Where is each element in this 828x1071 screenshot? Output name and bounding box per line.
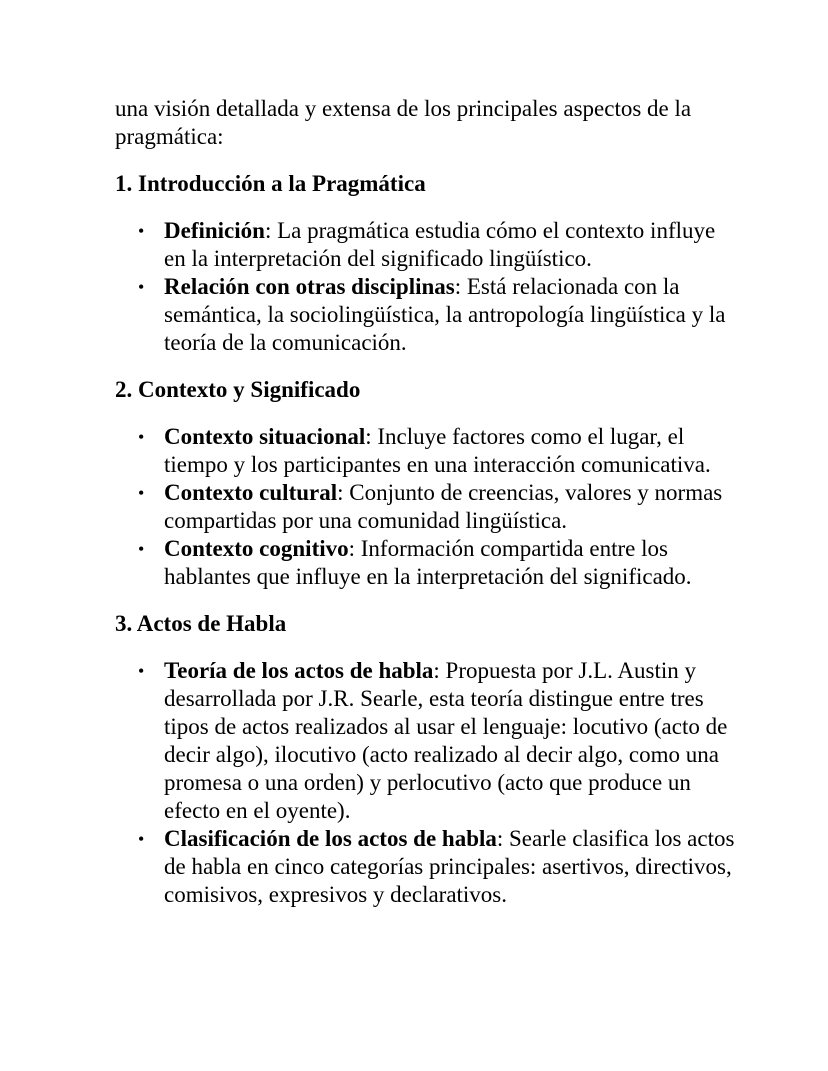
item-term: Contexto cognitivo [164, 536, 349, 561]
item-term: Contexto cultural [164, 480, 338, 505]
list-item [115, 423, 738, 479]
section-heading: 3. Actos de Habla [115, 611, 287, 636]
list-item [115, 825, 738, 909]
item-term: Teoría de los actos de habla [164, 658, 434, 683]
intro-paragraph: una visión detallada y extensa de los principales aspectos de la pragmática: [115, 96, 692, 149]
list-item [115, 535, 738, 591]
list-item [115, 273, 738, 357]
bullet-icon: • [138, 539, 145, 559]
item-text: : Incluye factores como el lugar, el tiempo y los participantes en una interacción comunicativa. [164, 424, 711, 477]
bullet-list [115, 423, 738, 591]
bullet-icon: • [138, 661, 145, 681]
item-term: Relación con otras disciplinas [164, 274, 455, 299]
section-actos-de-habla [115, 610, 738, 909]
bullet-icon: • [138, 221, 145, 241]
list-item [115, 479, 738, 535]
bullet-icon: • [138, 483, 145, 503]
bullet-icon: • [138, 829, 145, 849]
section-introduccion [115, 170, 738, 357]
list-item [115, 657, 738, 825]
item-text: : Propuesta por J.L. Austin y desarrollada por J.R. Searle, esta teoría distingue entre tres tipos de actos realizados al usar el lenguaje: locutivo (acto de decir algo), ilocutivo (acto realizado al decir algo, como una promesa o una orden) y perlocutivo (acto que produce un efecto en el oyente). [164, 658, 728, 823]
bullet-list [115, 657, 738, 909]
list-item [115, 217, 738, 273]
bullet-icon: • [138, 427, 145, 447]
item-text: : Conjunto de creencias, valores y normas compartidas por una comunidad lingüística. [164, 480, 723, 533]
item-text: : Searle clasifica los actos de habla en cinco categorías principales: asertivos, directivos, comisivos, expresivos y declarativos. [164, 826, 735, 907]
section-heading: 2. Contexto y Significado [115, 377, 361, 402]
item-term: Contexto situacional [164, 424, 366, 449]
item-term: Clasificación de los actos de habla [164, 826, 497, 851]
item-text: : Está relacionada con la semántica, la sociolingüística, la antropología lingüística y la teoría de la comunicación. [164, 274, 726, 355]
bullet-list [115, 217, 738, 357]
item-text: : Información compartida entre los hablantes que influye en la interpretación del significado. [164, 536, 692, 589]
item-text: : La pragmática estudia cómo el contexto influye en la interpretación del significado lingüístico. [164, 218, 716, 271]
bullet-icon: • [138, 277, 145, 297]
section-contexto [115, 376, 738, 591]
section-heading: 1. Introducción a la Pragmática [115, 171, 426, 196]
item-term: Definición [164, 218, 265, 243]
